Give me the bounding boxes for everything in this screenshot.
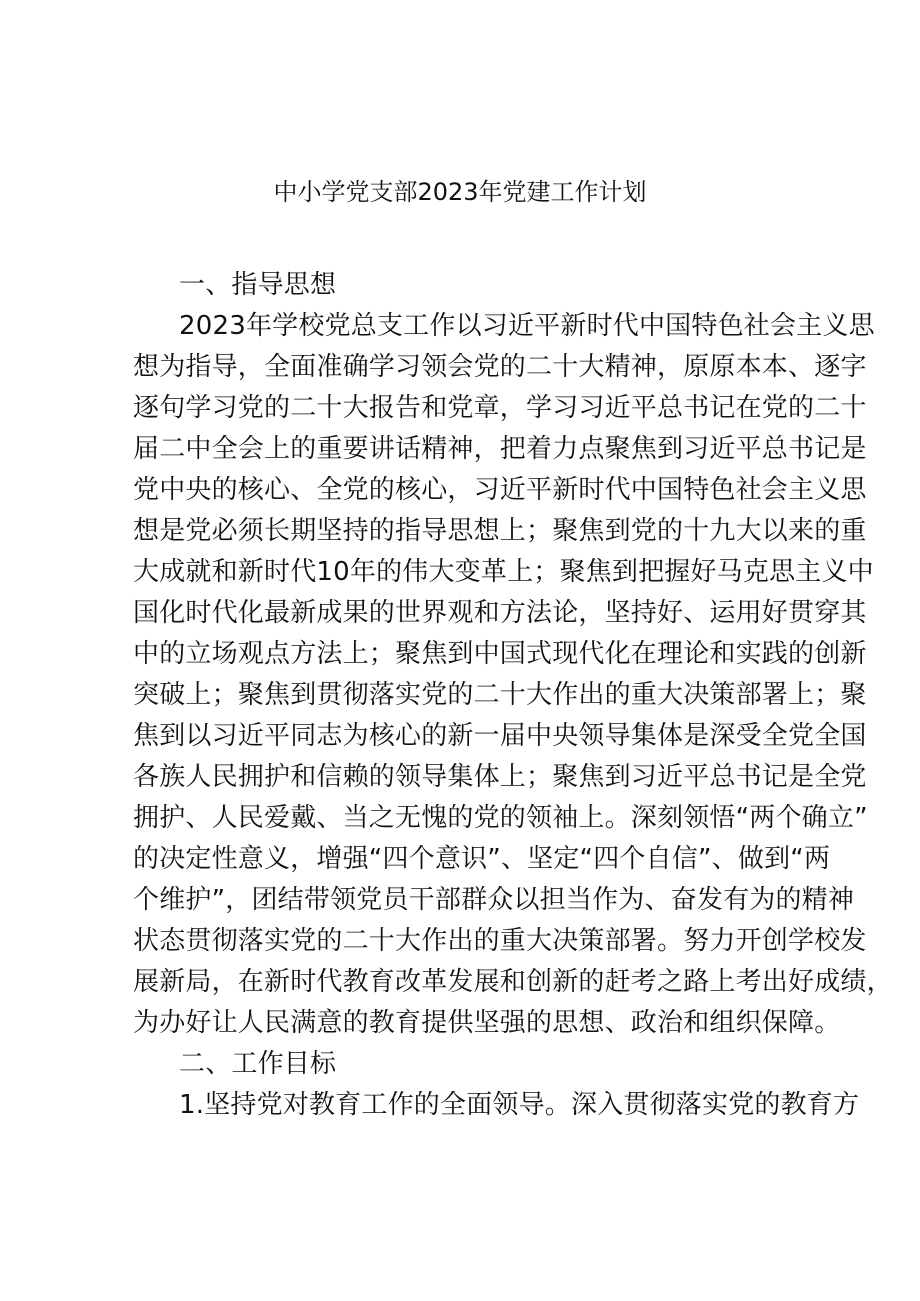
paragraph-line: 2023年学校党总支工作以习近平新时代中国特色社会主义思 [179,311,875,341]
paragraph-line: 焦到以习近平同志为核心的新一届中央领导集体是深受全党全国 [133,721,867,751]
document-body [133,265,893,1126]
paragraph-line: 的决定性意义，增强“四个意识”、坚定“四个自信”、做到“两 [133,844,831,874]
paragraph-line: 为办好让人民满意的教育提供坚强的思想、政治和组织保障。 [133,1008,841,1038]
paragraph-line: 各族人民拥护和信赖的领导集体上；聚焦到习近平总书记是全党 [133,762,867,792]
paragraph-line: 展新局，在新时代教育改革发展和创新的赶考之路上考出好成绩， [133,967,893,997]
paragraph-line: 中的立场观点方法上；聚焦到中国式现代化在理论和实践的创新 [133,639,867,669]
paragraph-line: 大成就和新时代10年的伟大变革上；聚焦到把握好马克思主义中 [133,557,874,587]
document-title: 中小学党支部2023年党建工作计划 [273,178,647,206]
paragraph-line: 届二中全会上的重要讲话精神，把着力点聚焦到习近平总书记是 [133,434,867,464]
paragraph-guiding-thought [133,306,893,1044]
section-heading-work-goals: 二、工作目标 [179,1049,337,1079]
list-item-goal-1: 1.坚持党对教育工作的全面领导。深入贯彻落实党的教育方 [179,1090,860,1120]
paragraph-line: 党中央的核心、全党的核心，习近平新时代中国特色社会主义思 [133,475,867,505]
paragraph-line: 逐句学习党的二十大报告和党章，学习习近平总书记在党的二十 [133,393,867,423]
paragraph-line: 状态贯彻落实党的二十大作出的重大决策部署。努力开创学校发 [133,926,867,956]
paragraph-line: 想是党必须长期坚持的指导思想上；聚焦到党的十九大以来的重 [133,516,867,546]
paragraph-line: 想为指导，全面准确学习领会党的二十大精神，原原本本、逐字 [133,352,867,382]
paragraph-line: 个维护”，团结带领党员干部群众以担当作为、奋发有为的精神 [133,885,855,915]
section-heading-guiding-thought: 一、指导思想 [179,270,337,300]
paragraph-line: 国化时代化最新成果的世界观和方法论，坚持好、运用好贯穿其 [133,598,867,628]
paragraph-line: 拥护、人民爱戴、当之无愧的党的领袖上。深刻领悟“两个确立” [133,803,868,833]
paragraph-line: 突破上；聚焦到贯彻落实党的二十大作出的重大决策部署上；聚 [133,680,867,710]
